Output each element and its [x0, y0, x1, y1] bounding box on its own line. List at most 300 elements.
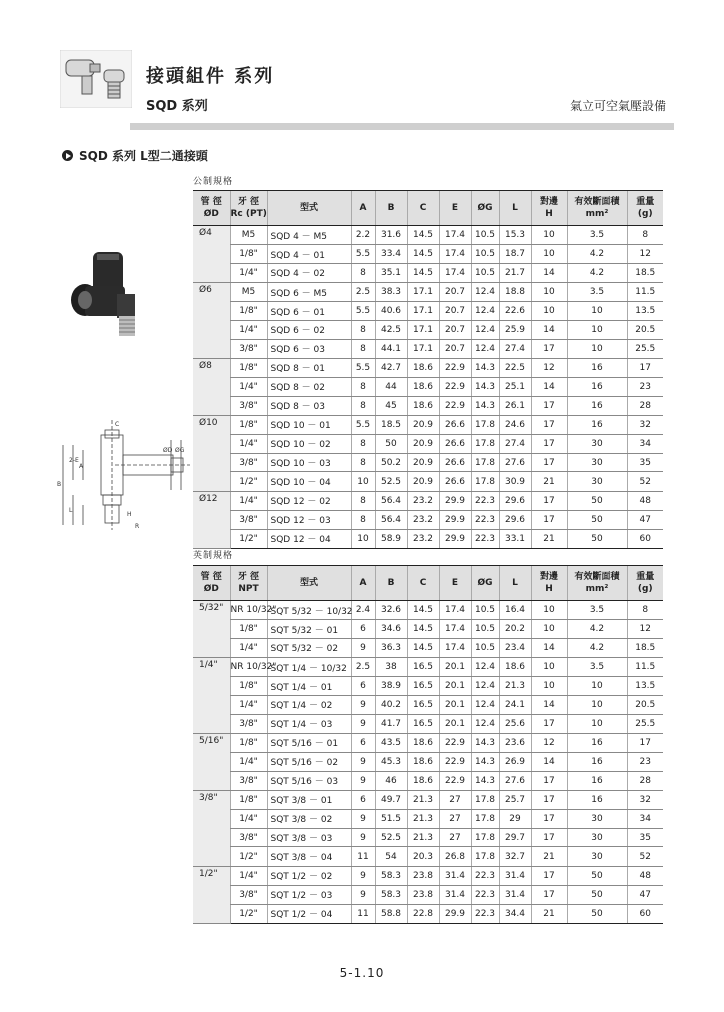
- table-cell: 20.5: [627, 695, 663, 714]
- table-cell: 30.9: [499, 472, 531, 491]
- table-cell: 40.2: [375, 695, 407, 714]
- table-cell: 27.6: [499, 453, 531, 472]
- table-cell: 51.5: [375, 810, 407, 829]
- model-cell: SQT 5/32 － 10/32: [267, 601, 351, 620]
- table-cell: 17.8: [471, 435, 499, 454]
- table-cell: 1/8": [230, 358, 267, 377]
- table-cell: 8: [351, 378, 375, 397]
- table-row: [193, 435, 663, 454]
- table-cell: 21: [531, 472, 567, 491]
- table-row: [193, 847, 663, 866]
- dim-label-h: H: [127, 511, 132, 518]
- table-cell: 4.2: [567, 620, 627, 639]
- table-cell: 3/8": [230, 453, 267, 472]
- model-cell: SQD 12 － 03: [267, 510, 351, 529]
- table-cell: 14: [531, 320, 567, 339]
- model-cell: SQD 12 － 04: [267, 529, 351, 548]
- table-row: [193, 866, 663, 885]
- column-header: L: [499, 191, 531, 226]
- table-row: [193, 453, 663, 472]
- table-cell: 17: [531, 415, 567, 434]
- table-cell: 10.5: [471, 638, 499, 657]
- table-cell: 3/8": [230, 714, 267, 733]
- table-cell: 20.7: [439, 320, 471, 339]
- table-cell: 26.6: [439, 472, 471, 491]
- table-row: [193, 828, 663, 847]
- table-cell: 26.6: [439, 435, 471, 454]
- table-cell: 31.4: [439, 885, 471, 904]
- column-header: C: [407, 566, 439, 601]
- table-cell: 20.9: [407, 472, 439, 491]
- table-cell: 49.7: [375, 790, 407, 809]
- table-row: [193, 472, 663, 491]
- tube-diameter-cell: Ø12: [193, 491, 230, 510]
- table-cell: 11: [351, 904, 375, 923]
- table-cell: 17: [531, 396, 567, 415]
- table-cell: 1/4": [230, 638, 267, 657]
- table-row: [193, 601, 663, 620]
- table-cell: 25.9: [499, 320, 531, 339]
- tube-diameter-cell: Ø10: [193, 415, 230, 434]
- table-cell: 1/4": [230, 753, 267, 772]
- table-cell: 23.8: [407, 885, 439, 904]
- table-cell: 27.4: [499, 339, 531, 358]
- tube-diameter-cell: [193, 339, 230, 358]
- table-cell: 31.4: [439, 866, 471, 885]
- table-cell: 14: [531, 695, 567, 714]
- table-cell: 40.6: [375, 302, 407, 321]
- table-row: [193, 810, 663, 829]
- table-cell: 17: [531, 771, 567, 790]
- table-cell: 11: [351, 847, 375, 866]
- model-cell: SQD 4 － 02: [267, 263, 351, 282]
- table-cell: 58.3: [375, 885, 407, 904]
- table-cell: 9: [351, 771, 375, 790]
- table-cell: 23: [627, 753, 663, 772]
- column-header: C: [407, 191, 439, 226]
- table-row: [193, 245, 663, 264]
- table-cell: 14.5: [407, 638, 439, 657]
- model-cell: SQD 10 － 03: [267, 453, 351, 472]
- table-cell: 27.6: [499, 771, 531, 790]
- model-cell: SQT 5/32 － 01: [267, 620, 351, 639]
- table-cell: 6: [351, 790, 375, 809]
- table-cell: 4.2: [567, 245, 627, 264]
- table-cell: 6: [351, 677, 375, 696]
- table-cell: 10: [531, 601, 567, 620]
- table-cell: 16.4: [499, 601, 531, 620]
- tube-diameter-cell: [193, 320, 230, 339]
- table-cell: 1/2": [230, 904, 267, 923]
- table-cell: 5.5: [351, 358, 375, 377]
- table-cell: 3.5: [567, 601, 627, 620]
- table-cell: 1/8": [230, 733, 267, 752]
- table-cell: 10: [567, 302, 627, 321]
- table-cell: 22.9: [439, 771, 471, 790]
- column-header: A: [351, 566, 375, 601]
- table-cell: 8: [627, 601, 663, 620]
- column-header: ØG: [471, 191, 499, 226]
- dim-label-r: R: [135, 523, 140, 530]
- table-cell: 1/2": [230, 847, 267, 866]
- table-cell: 16.5: [407, 695, 439, 714]
- table-cell: 17.8: [471, 810, 499, 829]
- table-cell: 10: [351, 472, 375, 491]
- table-cell: 10: [531, 677, 567, 696]
- table-cell: 12.4: [471, 302, 499, 321]
- table-cell: 60: [627, 529, 663, 548]
- table-cell: 22.3: [471, 904, 499, 923]
- table-cell: 35.1: [375, 263, 407, 282]
- table-cell: 22.9: [439, 358, 471, 377]
- table-cell: 10: [567, 695, 627, 714]
- table-cell: 33.1: [499, 529, 531, 548]
- model-cell: SQT 1/2 － 03: [267, 885, 351, 904]
- table-cell: 32.7: [499, 847, 531, 866]
- table-cell: 9: [351, 753, 375, 772]
- table-cell: 18.6: [407, 753, 439, 772]
- table-cell: 23.2: [407, 529, 439, 548]
- table-cell: 16: [567, 378, 627, 397]
- column-header: 有效斷面積 mm²: [567, 191, 627, 226]
- table-cell: 20.3: [407, 847, 439, 866]
- table-cell: 14: [531, 263, 567, 282]
- table-cell: 2.5: [351, 283, 375, 302]
- column-header: L: [499, 566, 531, 601]
- table-cell: 20.1: [439, 714, 471, 733]
- tube-diameter-cell: Ø6: [193, 283, 230, 302]
- table-cell: 10.5: [471, 620, 499, 639]
- table-row: [193, 263, 663, 282]
- table-cell: 26.6: [439, 415, 471, 434]
- table-cell: 1/8": [230, 302, 267, 321]
- table-cell: 17: [531, 810, 567, 829]
- tube-diameter-cell: 5/16": [193, 733, 230, 752]
- table-cell: 1/4": [230, 435, 267, 454]
- dim-label-a: A: [79, 463, 84, 470]
- series-subtitle: SQD 系列: [146, 99, 208, 114]
- column-header: 重量 (g): [627, 191, 663, 226]
- table-row: [193, 320, 663, 339]
- tube-diameter-cell: [193, 810, 230, 829]
- table-cell: 38: [375, 658, 407, 677]
- column-header: B: [375, 566, 407, 601]
- table-cell: 24.1: [499, 695, 531, 714]
- column-header: E: [439, 566, 471, 601]
- tube-diameter-cell: 1/4": [193, 658, 230, 677]
- table-cell: 23.4: [499, 638, 531, 657]
- table-cell: 1/2": [230, 472, 267, 491]
- table-cell: 12.4: [471, 677, 499, 696]
- table-cell: 17: [531, 828, 567, 847]
- dim-label-od: ØD: [163, 447, 173, 454]
- tube-diameter-cell: 3/8": [193, 790, 230, 809]
- model-cell: SQT 1/4 － 03: [267, 714, 351, 733]
- column-header: 有效斷面積 mm²: [567, 566, 627, 601]
- table-cell: 50: [567, 885, 627, 904]
- table-cell: 2.2: [351, 226, 375, 245]
- imperial-spec-label: 英制規格: [193, 551, 234, 561]
- table-cell: 38.9: [375, 677, 407, 696]
- table-cell: 3/8": [230, 396, 267, 415]
- table-cell: 10: [531, 620, 567, 639]
- table-cell: 4.2: [567, 263, 627, 282]
- play-circle-icon: [62, 150, 73, 161]
- dim-label-2e: 2-E: [69, 457, 79, 464]
- table-cell: 22.8: [407, 904, 439, 923]
- table-cell: 16: [567, 790, 627, 809]
- table-cell: 22.3: [471, 885, 499, 904]
- tube-diameter-cell: [193, 714, 230, 733]
- table-cell: 3/8": [230, 828, 267, 847]
- tube-diameter-cell: [193, 302, 230, 321]
- table-cell: 52: [627, 847, 663, 866]
- table-cell: 50: [375, 435, 407, 454]
- table-cell: 23.2: [407, 510, 439, 529]
- tube-diameter-cell: [193, 904, 230, 923]
- model-cell: SQD 10 － 02: [267, 435, 351, 454]
- table-cell: 20.7: [439, 302, 471, 321]
- model-cell: SQD 6 － 02: [267, 320, 351, 339]
- table-cell: 2.5: [351, 658, 375, 677]
- table-cell: 9: [351, 885, 375, 904]
- model-cell: SQD 8 － 03: [267, 396, 351, 415]
- table-row: [193, 415, 663, 434]
- dim-label-b: B: [57, 481, 62, 488]
- table-cell: 14.3: [471, 396, 499, 415]
- table-cell: 13.5: [627, 677, 663, 696]
- table-cell: 8: [627, 226, 663, 245]
- table-cell: 5.5: [351, 302, 375, 321]
- model-cell: SQD 4 － M5: [267, 226, 351, 245]
- table-cell: 47: [627, 510, 663, 529]
- table-cell: 15.3: [499, 226, 531, 245]
- table-cell: 20.1: [439, 677, 471, 696]
- product-figure: [55, 240, 195, 540]
- table-cell: 18.6: [407, 358, 439, 377]
- table-cell: 58.3: [375, 866, 407, 885]
- table-cell: 35: [627, 453, 663, 472]
- model-cell: SQD 10 － 04: [267, 472, 351, 491]
- table-cell: 17: [531, 510, 567, 529]
- table-cell: 22.5: [499, 358, 531, 377]
- model-cell: SQT 1/4 － 02: [267, 695, 351, 714]
- table-cell: 21.3: [407, 810, 439, 829]
- table-cell: 17.1: [407, 302, 439, 321]
- table-cell: 31.6: [375, 226, 407, 245]
- table-cell: 18.5: [375, 415, 407, 434]
- table-cell: 12: [627, 620, 663, 639]
- table-cell: 17.8: [471, 790, 499, 809]
- table-cell: 35: [627, 828, 663, 847]
- model-cell: SQT 3/8 － 04: [267, 847, 351, 866]
- table-cell: 28: [627, 771, 663, 790]
- table-cell: 20.9: [407, 415, 439, 434]
- column-header: 對邊 H: [531, 191, 567, 226]
- table-cell: 12.4: [471, 695, 499, 714]
- table-cell: 1/4": [230, 378, 267, 397]
- table-cell: 30: [567, 828, 627, 847]
- table-cell: 12.4: [471, 658, 499, 677]
- tube-diameter-cell: [193, 435, 230, 454]
- tube-diameter-cell: Ø8: [193, 358, 230, 377]
- table-cell: 60: [627, 904, 663, 923]
- table-row: [193, 226, 663, 245]
- column-header: 牙 徑 Rc (PT): [230, 191, 267, 226]
- table-cell: M5: [230, 226, 267, 245]
- table-cell: 8: [351, 339, 375, 358]
- tube-diameter-cell: [193, 620, 230, 639]
- table-cell: 29.9: [439, 510, 471, 529]
- table-cell: 58.8: [375, 904, 407, 923]
- table-cell: 52.5: [375, 828, 407, 847]
- table-cell: 14.3: [471, 378, 499, 397]
- table-cell: 50: [567, 904, 627, 923]
- table-cell: 22.9: [439, 396, 471, 415]
- model-cell: SQD 6 － M5: [267, 283, 351, 302]
- dim-label-og: ØG: [175, 447, 185, 454]
- tube-diameter-cell: 5/32": [193, 601, 230, 620]
- table-cell: 10: [531, 283, 567, 302]
- table-cell: 30: [567, 453, 627, 472]
- table-cell: 17: [531, 885, 567, 904]
- table-cell: 12: [531, 358, 567, 377]
- table-cell: 9: [351, 714, 375, 733]
- table-cell: 10: [567, 714, 627, 733]
- model-cell: SQT 1/2 － 04: [267, 904, 351, 923]
- model-cell: SQT 1/2 － 02: [267, 866, 351, 885]
- table-cell: 45.3: [375, 753, 407, 772]
- table-cell: 56.4: [375, 491, 407, 510]
- table-cell: 21: [531, 847, 567, 866]
- table-cell: 26.6: [439, 453, 471, 472]
- table-cell: 25.5: [627, 339, 663, 358]
- model-cell: SQT 1/4 － 01: [267, 677, 351, 696]
- table-cell: 42.5: [375, 320, 407, 339]
- table-cell: 20.7: [439, 283, 471, 302]
- column-header: ØG: [471, 566, 499, 601]
- table-row: [193, 714, 663, 733]
- table-row: [193, 510, 663, 529]
- table-cell: 20.2: [499, 620, 531, 639]
- table-cell: 28: [627, 396, 663, 415]
- model-cell: SQT 5/16 － 03: [267, 771, 351, 790]
- table-cell: 34: [627, 810, 663, 829]
- table-cell: 29.6: [499, 510, 531, 529]
- table-row: [193, 658, 663, 677]
- table-cell: 14: [531, 638, 567, 657]
- table-row: [193, 677, 663, 696]
- table-cell: 10: [567, 677, 627, 696]
- table-cell: 14.3: [471, 753, 499, 772]
- table-cell: 3.5: [567, 226, 627, 245]
- model-cell: SQD 8 － 02: [267, 378, 351, 397]
- table-cell: 17: [531, 714, 567, 733]
- table-cell: 36.3: [375, 638, 407, 657]
- table-cell: 16: [567, 733, 627, 752]
- table-cell: 10: [351, 529, 375, 548]
- table-cell: 10.5: [471, 226, 499, 245]
- table-cell: 48: [627, 866, 663, 885]
- table-cell: M5: [230, 283, 267, 302]
- table-cell: 18.6: [407, 771, 439, 790]
- table-cell: 21: [531, 529, 567, 548]
- table-cell: 27: [439, 828, 471, 847]
- table-cell: 17.8: [471, 453, 499, 472]
- table-cell: 17.4: [439, 601, 471, 620]
- table-cell: 50: [567, 529, 627, 548]
- table-cell: 50.2: [375, 453, 407, 472]
- table-cell: 11.5: [627, 283, 663, 302]
- table-cell: 17: [531, 790, 567, 809]
- table-cell: 23.2: [407, 491, 439, 510]
- column-header: A: [351, 191, 375, 226]
- table-cell: 10: [531, 302, 567, 321]
- model-cell: SQD 10 － 01: [267, 415, 351, 434]
- table-cell: 16.5: [407, 714, 439, 733]
- table-cell: 17: [531, 866, 567, 885]
- table-cell: 26.1: [499, 396, 531, 415]
- table-cell: 58.9: [375, 529, 407, 548]
- column-header: 管 徑 ØD: [193, 191, 230, 226]
- table-cell: 17: [531, 491, 567, 510]
- column-header: B: [375, 191, 407, 226]
- table-cell: 12.4: [471, 283, 499, 302]
- table-cell: 22.9: [439, 733, 471, 752]
- model-cell: SQT 5/16 － 02: [267, 753, 351, 772]
- dim-label-l: L: [69, 507, 73, 514]
- table-cell: 17.1: [407, 320, 439, 339]
- table-row: [193, 491, 663, 510]
- table-cell: 48: [627, 491, 663, 510]
- model-cell: SQT 3/8 － 03: [267, 828, 351, 847]
- model-cell: SQT 5/32 － 02: [267, 638, 351, 657]
- brand-name: 氣立可空氣壓設備: [569, 99, 666, 113]
- tube-diameter-cell: 1/2": [193, 866, 230, 885]
- model-cell: SQD 12 － 02: [267, 491, 351, 510]
- table-cell: 8: [351, 435, 375, 454]
- table-cell: 21.3: [407, 790, 439, 809]
- table-cell: 29.9: [439, 491, 471, 510]
- model-cell: SQT 1/4 － 10/32: [267, 658, 351, 677]
- table-cell: 11.5: [627, 658, 663, 677]
- metric-spec-table: [193, 190, 663, 549]
- table-row: [193, 695, 663, 714]
- table-cell: 20.9: [407, 435, 439, 454]
- table-cell: 23.6: [499, 733, 531, 752]
- table-cell: 22.3: [471, 491, 499, 510]
- table-cell: 54: [375, 847, 407, 866]
- column-header: 對邊 H: [531, 566, 567, 601]
- tube-diameter-cell: [193, 510, 230, 529]
- table-cell: 41.7: [375, 714, 407, 733]
- tube-diameter-cell: [193, 695, 230, 714]
- table-cell: 45: [375, 396, 407, 415]
- table-cell: 22.3: [471, 866, 499, 885]
- table-cell: 22.3: [471, 510, 499, 529]
- table-cell: 10: [567, 320, 627, 339]
- table-cell: 17: [627, 358, 663, 377]
- table-cell: 34.4: [499, 904, 531, 923]
- table-cell: 20.1: [439, 695, 471, 714]
- table-cell: 8: [351, 510, 375, 529]
- table-cell: 23.8: [407, 866, 439, 885]
- table-cell: 17.8: [471, 847, 499, 866]
- table-row: [193, 302, 663, 321]
- tube-diameter-cell: [193, 828, 230, 847]
- table-cell: 1/8": [230, 415, 267, 434]
- table-row: [193, 529, 663, 548]
